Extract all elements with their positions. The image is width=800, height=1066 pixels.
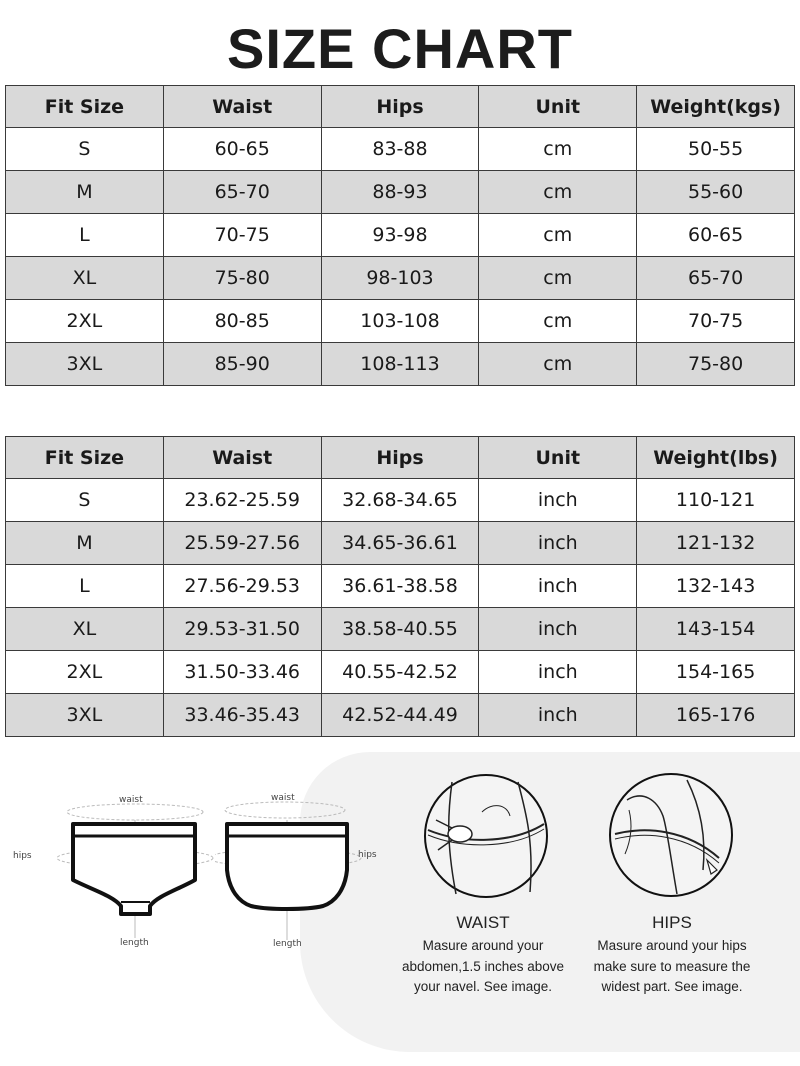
cell-hips: 83-88 — [321, 128, 479, 171]
table-row — [6, 522, 795, 565]
table-row — [6, 257, 795, 300]
cell-unit: cm — [479, 128, 637, 171]
waist-guide-line: Masure around your — [422, 938, 544, 953]
cell-unit: cm — [479, 171, 637, 214]
cell-weight: 121-132 — [637, 522, 795, 565]
front-hips-label: hips — [13, 851, 32, 861]
cell-unit: inch — [479, 608, 637, 651]
cell-weight: 143-154 — [637, 608, 795, 651]
table-row — [6, 300, 795, 343]
cell-weight: 165-176 — [637, 694, 795, 737]
cell-unit: cm — [479, 257, 637, 300]
back-waist-label: waist — [271, 793, 295, 803]
header-waist: Waist — [163, 86, 321, 128]
cell-unit: cm — [479, 300, 637, 343]
table-row — [6, 128, 795, 171]
header-hips: Hips — [321, 86, 479, 128]
cell-hips: 40.55-42.52 — [321, 651, 479, 694]
cell-hips: 36.61-38.58 — [321, 565, 479, 608]
cell-fit-size: XL — [6, 608, 164, 651]
cell-fit-size: M — [6, 522, 164, 565]
header-unit: Unit — [479, 86, 637, 128]
cell-hips: 98-103 — [321, 257, 479, 300]
cell-unit: inch — [479, 651, 637, 694]
cell-weight: 65-70 — [637, 257, 795, 300]
cell-hips: 108-113 — [321, 343, 479, 386]
cell-fit-size: S — [6, 479, 164, 522]
header-unit: Unit — [479, 437, 637, 479]
cell-unit: cm — [479, 214, 637, 257]
cell-waist: 80-85 — [163, 300, 321, 343]
cell-weight: 110-121 — [637, 479, 795, 522]
cell-fit-size: 3XL — [6, 694, 164, 737]
cell-fit-size: 2XL — [6, 651, 164, 694]
table-row — [6, 651, 795, 694]
cell-unit: inch — [479, 479, 637, 522]
cell-hips: 34.65-36.61 — [321, 522, 479, 565]
cell-fit-size: S — [6, 128, 164, 171]
header-fit-size: Fit Size — [6, 86, 164, 128]
waist-measure-icon — [422, 772, 550, 900]
cell-fit-size: 3XL — [6, 343, 164, 386]
cell-weight: 75-80 — [637, 343, 795, 386]
page-title: SIZE CHART — [227, 17, 573, 80]
cell-waist: 31.50-33.46 — [163, 651, 321, 694]
header-weight: Weight(kgs) — [637, 86, 795, 128]
back-length-label: length — [273, 939, 302, 949]
table-row — [6, 171, 795, 214]
table-row — [6, 565, 795, 608]
hips-measure-icon — [607, 770, 735, 900]
back-brief-icon — [215, 790, 365, 950]
cell-unit: inch — [479, 565, 637, 608]
table-row — [6, 343, 795, 386]
cell-weight: 154-165 — [637, 651, 795, 694]
cell-waist: 29.53-31.50 — [163, 608, 321, 651]
front-waist-label: waist — [119, 795, 143, 805]
header-hips: Hips — [321, 437, 479, 479]
cell-fit-size: L — [6, 214, 164, 257]
cell-unit: inch — [479, 694, 637, 737]
hips-guide-line: widest part. See image. — [601, 979, 743, 994]
cell-weight: 70-75 — [637, 300, 795, 343]
cell-waist: 75-80 — [163, 257, 321, 300]
front-length-label: length — [120, 938, 149, 948]
hips-guide-line: Masure around your hips — [597, 938, 747, 953]
cell-unit: inch — [479, 522, 637, 565]
header-weight: Weight(lbs) — [637, 437, 795, 479]
cell-fit-size: L — [6, 565, 164, 608]
size-table-inch — [5, 436, 795, 737]
cell-waist: 60-65 — [163, 128, 321, 171]
cell-unit: cm — [479, 343, 637, 386]
cell-weight: 50-55 — [637, 128, 795, 171]
cell-fit-size: M — [6, 171, 164, 214]
cell-hips: 88-93 — [321, 171, 479, 214]
cell-hips: 42.52-44.49 — [321, 694, 479, 737]
cell-hips: 32.68-34.65 — [321, 479, 479, 522]
table-row — [6, 214, 795, 257]
cell-waist: 85-90 — [163, 343, 321, 386]
cell-waist: 25.59-27.56 — [163, 522, 321, 565]
waist-guide-line: your navel. See image. — [413, 979, 553, 994]
header-waist: Waist — [163, 437, 321, 479]
cell-weight: 55-60 — [637, 171, 795, 214]
cell-hips: 93-98 — [321, 214, 479, 257]
front-brief-icon — [55, 790, 225, 940]
hips-guide-title: HIPS — [652, 913, 692, 932]
cell-waist: 70-75 — [163, 214, 321, 257]
cell-fit-size: XL — [6, 257, 164, 300]
waist-guide-line: abdomen,1.5 inches above — [401, 958, 565, 974]
table-row — [6, 608, 795, 651]
cell-weight: 132-143 — [637, 565, 795, 608]
cell-hips: 103-108 — [321, 300, 479, 343]
cell-waist: 27.56-29.53 — [163, 565, 321, 608]
cell-weight: 60-65 — [637, 214, 795, 257]
size-table-cm — [5, 85, 795, 386]
table-row — [6, 479, 795, 522]
table-header-row — [6, 86, 795, 128]
waist-guide-text — [383, 936, 583, 998]
header-fit-size: Fit Size — [6, 437, 164, 479]
cell-hips: 38.58-40.55 — [321, 608, 479, 651]
table-header-row — [6, 437, 795, 479]
hips-guide-text — [572, 936, 772, 998]
cell-fit-size: 2XL — [6, 300, 164, 343]
waist-guide-title: WAIST — [456, 913, 510, 932]
table-row — [6, 694, 795, 737]
cell-waist: 33.46-35.43 — [163, 694, 321, 737]
hips-guide-line: make sure to measure the — [593, 958, 751, 974]
cell-waist: 23.62-25.59 — [163, 479, 321, 522]
back-hips-label: hips — [358, 850, 377, 860]
cell-waist: 65-70 — [163, 171, 321, 214]
